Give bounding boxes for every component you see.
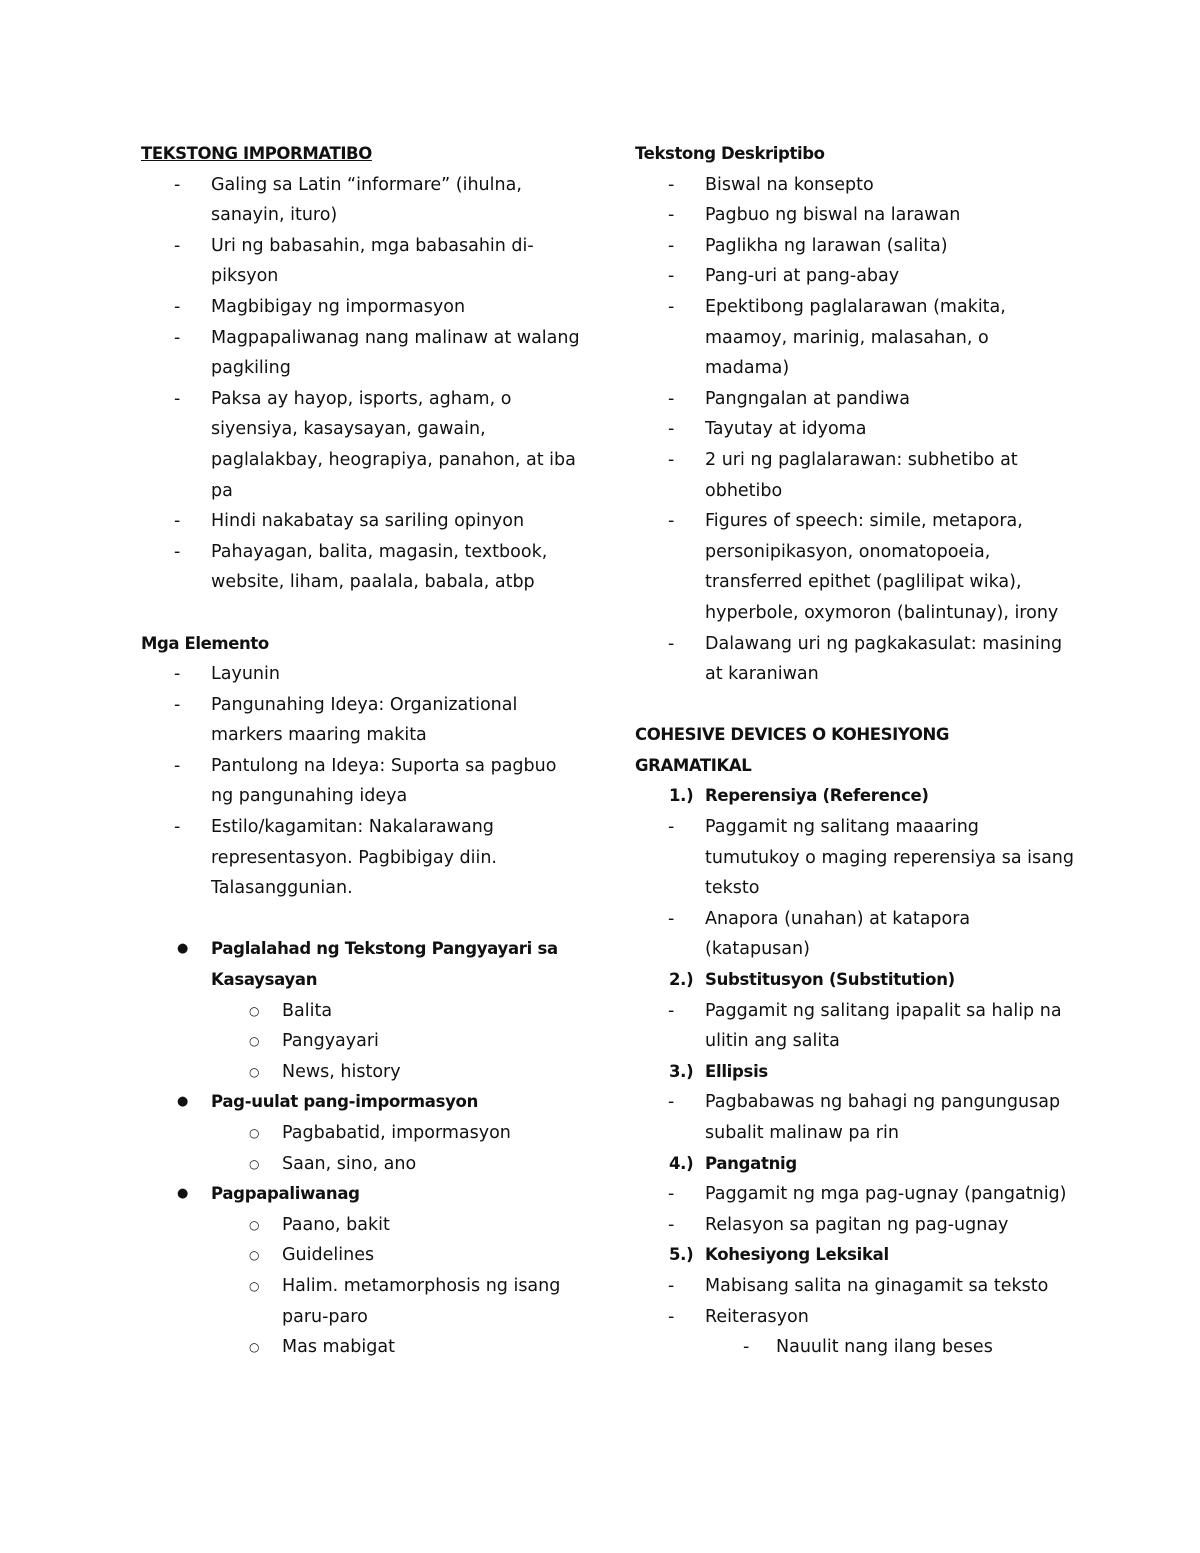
- section-title-cohesive-2: GRAMATIKAL: [635, 755, 752, 775]
- list-item: - Pangngalan at pandiwa: [668, 388, 910, 409]
- bullet-item: ● Paglalahad ng Tekstong Pangyayari sa Kasaysayan: [177, 939, 558, 990]
- sub-bullet-item: ○ Paano, bakit: [249, 1214, 390, 1235]
- list-item: - 2 uri ng paglalarawan: subhetibo at obhetibo: [668, 449, 1018, 501]
- list-item: - Reiterasyon: [668, 1306, 809, 1327]
- numbered-item: 5.) Kohesiyong Leksikal: [669, 1245, 889, 1265]
- section-title-elemento: Mga Elemento: [141, 633, 269, 653]
- bullet-item: ● Pag-uulat pang-impormasyon: [177, 1092, 479, 1112]
- list-item: - Figures of speech: simile, metapora, personipikasyon, onomatopoeia, transferred epithet (paglilipat wika), hyperbole, oxymoron (balintunay), irony: [668, 511, 1059, 623]
- sub-list-item: - Nauulit nang ilang beses: [743, 1337, 993, 1358]
- list-item: - Pahayagan, balita, magasin, textbook, website, liham, paalala, babala, atbp: [174, 541, 548, 593]
- sub-bullet-item: ○ Pangyayari: [249, 1031, 379, 1052]
- list-item: - Paggamit ng salitang maaaring tumutukoy o maging reperensiya sa isang teksto: [668, 817, 1075, 899]
- section-title-deskriptibo: Tekstong Deskriptibo: [635, 144, 825, 163]
- list-item: - Pang-uri at pang-abay: [668, 266, 900, 287]
- section-title-cohesive: COHESIVE DEVICES O KOHESIYONG: [635, 725, 949, 745]
- list-item: - Paggamit ng salitang ipapalit sa halip na ulitin ang salita: [668, 1000, 1062, 1052]
- right-column: [635, 139, 1075, 1363]
- list-item: - Pantulong na Ideya: Suporta sa pagbuo ng pangunahing ideya: [174, 755, 557, 807]
- list-item: - Epektibong paglalarawan (makita, maamoy, marinig, malasahan, o madama): [668, 296, 1006, 379]
- sub-bullet-item: ○ Halim. metamorphosis ng isang paru-paro: [249, 1275, 561, 1327]
- list-item: - Magbibigay ng impormasyon: [174, 296, 466, 317]
- list-item: - Paggamit ng mga pag-ugnay (pangatnig): [668, 1184, 1067, 1205]
- list-item: - Paksa ay hayop, isports, agham, o siyensiya, kasaysayan, gawain, paglalakbay, heograpiya, panahon, at iba pa: [174, 388, 576, 501]
- list-item: - Pangunahing Ideya: Organizational markers maaring makita: [174, 694, 518, 746]
- list-item: - Anapora (unahan) at katapora (katapusan): [668, 908, 971, 960]
- sub-bullet-item: ○ Balita: [249, 1000, 333, 1021]
- list-item: - Tayutay at idyoma: [668, 419, 867, 440]
- numbered-item: 4.) Pangatnig: [669, 1153, 797, 1173]
- sub-bullet-item: ○ Guidelines: [249, 1245, 375, 1266]
- section-title-impormatibo: TEKSTONG IMPORMATIBO: [141, 144, 372, 163]
- bullet-item: ● Pagpapaliwanag: [177, 1184, 360, 1204]
- list-item: - Mabisang salita na ginagamit sa teksto: [668, 1275, 1049, 1296]
- sub-bullet-item: ○ Pagbabatid, impormasyon: [249, 1123, 511, 1143]
- list-item: - Paglikha ng larawan (salita): [668, 235, 948, 256]
- numbered-item: 3.) Ellipsis: [669, 1061, 768, 1081]
- list-item: - Relasyon sa pagitan ng pag-ugnay: [668, 1214, 1009, 1235]
- list-item: - Biswal na konsepto: [668, 174, 874, 195]
- sub-bullet-item: ○ News, history: [249, 1061, 401, 1082]
- list-item: - Magpapaliwanag nang malinaw at walang pagkiling: [174, 327, 580, 379]
- list-item: - Pagbabawas ng bahagi ng pangungusap subalit malinaw pa rin: [668, 1092, 1061, 1143]
- sub-bullet-item: ○ Saan, sino, ano: [249, 1153, 417, 1174]
- sub-bullet-item: ○ Mas mabigat: [249, 1337, 395, 1358]
- list-item: - Dalawang uri ng pagkakasulat: masining at karaniwan: [668, 633, 1063, 685]
- list-item: - Pagbuo ng biswal na larawan: [668, 205, 961, 226]
- list-item: - Galing sa Latin “informare” (ihulna, sanayin, ituro): [174, 174, 522, 226]
- numbered-item: 2.) Substitusyon (Substitution): [669, 970, 955, 990]
- list-item: - Layunin: [174, 664, 280, 685]
- list-item: - Uri ng babasahin, mga babasahin di-piksyon: [174, 235, 534, 287]
- numbered-item: 1.) Reperensiya (Reference): [669, 786, 929, 806]
- list-item: - Estilo/kagamitan: Nakalarawang representasyon. Pagbibigay diin. Talasanggunian.: [174, 817, 497, 899]
- left-column: [141, 139, 581, 1363]
- list-item: - Hindi nakabatay sa sariling opinyon: [174, 511, 525, 532]
